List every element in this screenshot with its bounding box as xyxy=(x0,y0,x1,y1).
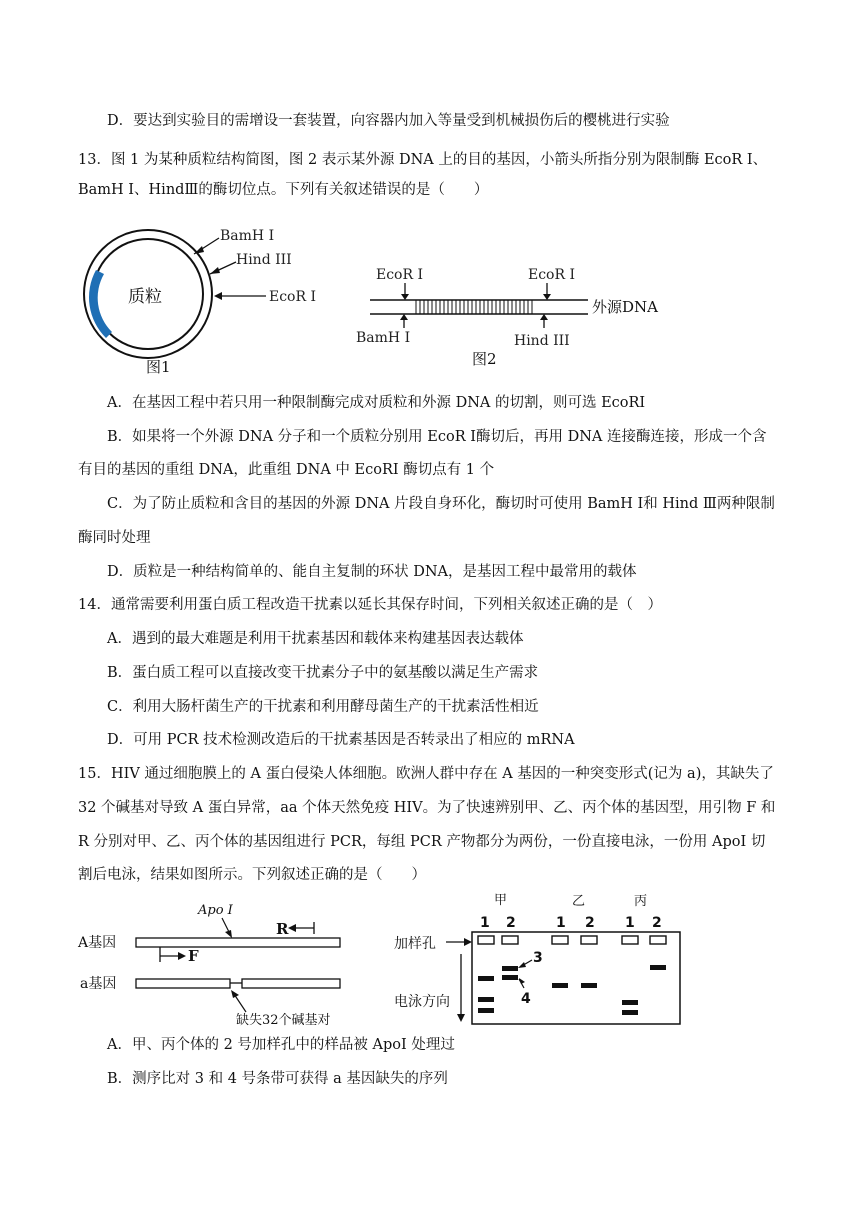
fig1-hind-label: Hind III xyxy=(236,252,292,268)
band-label-4: 4 xyxy=(521,991,531,1007)
lane-number-yi-1: 1 xyxy=(556,915,566,931)
a-small-gene-bar-left xyxy=(136,979,230,988)
well-bing-1 xyxy=(622,936,638,944)
q13-figure-2-foreign-dna xyxy=(352,262,692,372)
lane-group-yi: 乙 xyxy=(572,894,586,909)
band-jia-2-3 xyxy=(502,966,518,971)
direction-label: 电泳方向 xyxy=(394,994,450,1010)
fig2-dna-label: 外源DNA xyxy=(592,298,658,316)
a-small-gene-label: a基因 xyxy=(80,976,117,992)
lane-number-bing-2: 2 xyxy=(652,915,662,931)
band-yi-2 xyxy=(581,983,597,988)
well-label: 加样孔 xyxy=(394,936,436,952)
fig1-caption: 图1 xyxy=(146,358,171,376)
well-jia-2 xyxy=(502,936,518,944)
well-jia-1 xyxy=(478,936,494,944)
band-bing-1-b xyxy=(622,1010,638,1015)
q13-figure-1-plasmid xyxy=(76,222,346,382)
q15-figure-electrophoresis xyxy=(390,890,690,1030)
lane-group-jia: 甲 xyxy=(494,893,508,908)
apo-site-label: Apo I xyxy=(198,903,233,918)
a-small-gene-bar-right xyxy=(242,979,340,988)
lane-number-yi-2: 2 xyxy=(585,915,595,931)
band-jia-1-a xyxy=(478,976,494,981)
q14-option-b: B．蛋白质工程可以直接改变干扰素分子中的氨基酸以满足生产需求 xyxy=(107,665,539,681)
q15-stem-line3: R 分别对甲、乙、丙个体的基因组进行 PCR，每组 PCR 产物都分为两份，一份直接电泳，一份用 ApoI 切 xyxy=(78,834,766,850)
fig2-bamh-label: BamH I xyxy=(356,330,411,346)
q13-option-a: A．在基因工程中若只用一种限制酶完成对质粒和外源 DNA 的切割，则可选 EcoRI xyxy=(107,395,646,411)
q15-stem-line2: 32 个碱基对导致 A 蛋白异常，aa 个体天然免疫 HIV。为了快速辨别甲、乙、丙个体的基因型，用引物 F 和 xyxy=(78,800,776,816)
q14-option-a: A．遇到的最大难题是利用干扰素基因和载体来构建基因表达载体 xyxy=(107,631,524,647)
primer-r-label: R xyxy=(276,920,289,938)
band-jia-1-c xyxy=(478,1008,494,1013)
q13-option-b-line2: 有目的基因的重组 DNA，此重组 DNA 中 EcoRI 酶切点有 1 个 xyxy=(78,462,495,478)
q13-option-d: D．质粒是一种结构简单的、能自主复制的环状 DNA，是基因工程中最常用的载体 xyxy=(107,564,637,580)
band-bing-1-a xyxy=(622,1000,638,1005)
fig1-bamh-label: BamH I xyxy=(220,228,275,244)
q13-stem-line2: BamH Ⅰ、HindⅢ的酶切位点。下列有关叙述错误的是（ ） xyxy=(78,182,489,198)
target-gene-segment xyxy=(416,300,532,314)
well-yi-2 xyxy=(581,936,597,944)
band-bing-2 xyxy=(650,965,666,970)
band-label-3: 3 xyxy=(533,950,543,966)
q13-option-c-line1: C．为了防止质粒和含目的基因的外源 DNA 片段自身环化，酶切时可使用 BamH Ⅰ和 Hind Ⅲ两种限制 xyxy=(107,496,775,512)
primer-f-label: F xyxy=(188,947,199,965)
band-jia-1-b xyxy=(478,997,494,1002)
well-yi-1 xyxy=(552,936,568,944)
q13-option-c-line2: 酶同时处理 xyxy=(78,530,151,546)
q15-option-b: B．测序比对 3 和 4 号条带可获得 a 基因缺失的序列 xyxy=(107,1071,448,1087)
q14-option-c: C．利用大肠杆菌生产的干扰素和利用酵母菌生产的干扰素活性相近 xyxy=(107,699,539,715)
q13-stem-line1: 13．图 1 为某种质粒结构简图，图 2 表示某外源 DNA 上的目的基因，小箭头所指分别为限制酶 EcoR Ⅰ、 xyxy=(78,152,768,168)
fig2-ecor-right-label: EcoR I xyxy=(528,267,576,283)
fig2-caption: 图2 xyxy=(472,350,497,368)
a-gene-bar xyxy=(136,938,340,947)
band-jia-2-4 xyxy=(502,975,518,980)
lane-number-jia-1: 1 xyxy=(480,915,490,931)
plasmid-center-label: 质粒 xyxy=(128,287,162,307)
q15-stem-line1: 15．HIV 通过细胞膜上的 A 蛋白侵染人体细胞。欧洲人群中存在 A 基因的一种突变形式(记为 a)，其缺失了 xyxy=(78,766,774,782)
fig1-ecor-label: EcoR I xyxy=(269,289,317,305)
lane-group-bing: 丙 xyxy=(634,894,648,909)
fig2-hind-label: Hind III xyxy=(514,333,570,349)
q12-option-d: D．要达到实验目的需增设一套装置，向容器内加入等量受到机械损伤后的樱桃进行实验 xyxy=(107,113,670,129)
q15-option-a: A．甲、丙个体的 2 号加样孔中的样品被 ApoI 处理过 xyxy=(107,1037,455,1053)
q14-option-d: D．可用 PCR 技术检测改造后的干扰素基因是否转录出了相应的 mRNA xyxy=(107,732,575,748)
deletion-label: 缺失32个碱基对 xyxy=(236,1013,331,1028)
q15-stem-line4: 割后电泳，结果如图所示。下列叙述正确的是（ ） xyxy=(78,867,426,883)
lane-number-jia-2: 2 xyxy=(506,915,516,931)
q15-figure-gene-diagram xyxy=(76,900,366,1030)
fig2-ecor-left-label: EcoR I xyxy=(376,267,424,283)
a-gene-label: A基因 xyxy=(78,935,117,951)
plasmid-blue-segment xyxy=(89,270,112,338)
q14-stem: 14．通常需要利用蛋白质工程改造干扰素以延长其保存时间，下列相关叙述正确的是（ ） xyxy=(78,597,662,613)
band-yi-1 xyxy=(552,983,568,988)
q13-option-b-line1: B．如果将一个外源 DNA 分子和一个质粒分别用 EcoR Ⅰ酶切后，再用 DNA 连接酶连接，形成一个含 xyxy=(107,429,767,445)
well-bing-2 xyxy=(650,936,666,944)
lane-number-bing-1: 1 xyxy=(625,915,635,931)
